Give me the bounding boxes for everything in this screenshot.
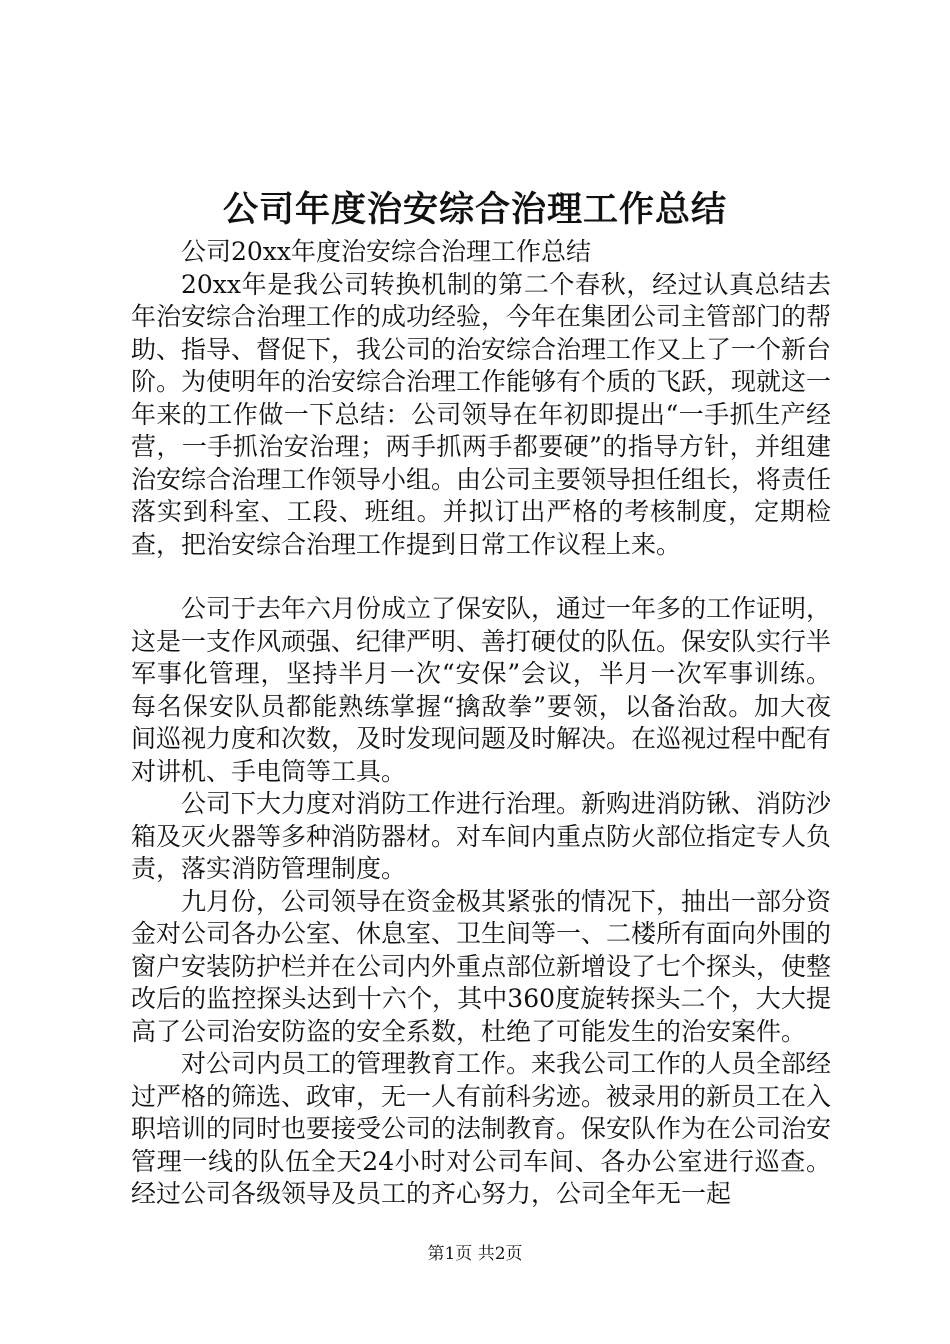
- paragraph-subtitle: 公司20xx年度治安综合治理工作总结: [181, 237, 592, 266]
- paragraph-5: 对公司内员工的管理教育工作。来我公司工作的人员全部经过严格的筛选、政审，无一人有前科劣迹。被录用的新员工在入职培训的同时也要接受公司的法制教育。保安队作为在公司治安管理一线的队伍全天24小时对公司车间、各办公室进行巡查。经过公司各级领导及员工的齐心努力，公司全年无一起: [131, 1049, 832, 1208]
- page-footer: 第1页 共2页: [427, 1244, 523, 1264]
- document-body: [131, 236, 831, 1211]
- paragraph-3: 公司下大力度对消防工作进行治理。新购进消防锹、消防沙箱及灭火器等多种消防器材。对车间内重点防火部位指定专人负责，落实消防管理制度。: [131, 789, 832, 883]
- paragraph-4: 九月份，公司领导在资金极其紧张的情况下，抽出一部分资金对公司各办公室、休息室、卫生间等一、二楼所有面向外围的窗户安装防护栏并在公司内外重点部位新增设了七个探头，使整改后的监控探头达到十六个，其中360度旋转探头二个，大大提高了公司治安防盗的安全系数，杜绝了可能发生的治安案件。: [131, 886, 832, 1046]
- document-title: 公司年度治安综合治理工作总结: [222, 189, 727, 230]
- paragraph-1: 20xx年是我公司转换机制的第二个春秋，经过认真总结去年治安综合治理工作的成功经验，今年在集团公司主管部门的帮助、指导、督促下，我公司的治安综合治理工作又上了一个新台阶。为使明年的治安综合治理工作能够有个质的飞跃，现就这一年来的工作做一下总结：公司领导在年初即提出“一手抓生产经营，一手抓治安治理；两手抓两手都要硬”的指导方针，并组建治安综合治理工作领导小组。由公司主要领导担任组长，将责任落实到科室、工段、班组。并拟订出严格的考核制度，定期检查，把治安综合治理工作提到日常工作议程上来。: [131, 269, 832, 559]
- paragraph-2: 公司于去年六月份成立了保安队，通过一年多的工作证明，这是一支作风顽强、纪律严明、善打硬仗的队伍。保安队实行半军事化管理，坚持半月一次“安保”会议，半月一次军事训练。每名保安队员都能熟练掌握“擒敌拳”要领，以备治敌。加大夜间巡视力度和次数，及时发现问题及时解决。在巡视过程中配有对讲机、手电筒等工具。: [131, 594, 832, 786]
